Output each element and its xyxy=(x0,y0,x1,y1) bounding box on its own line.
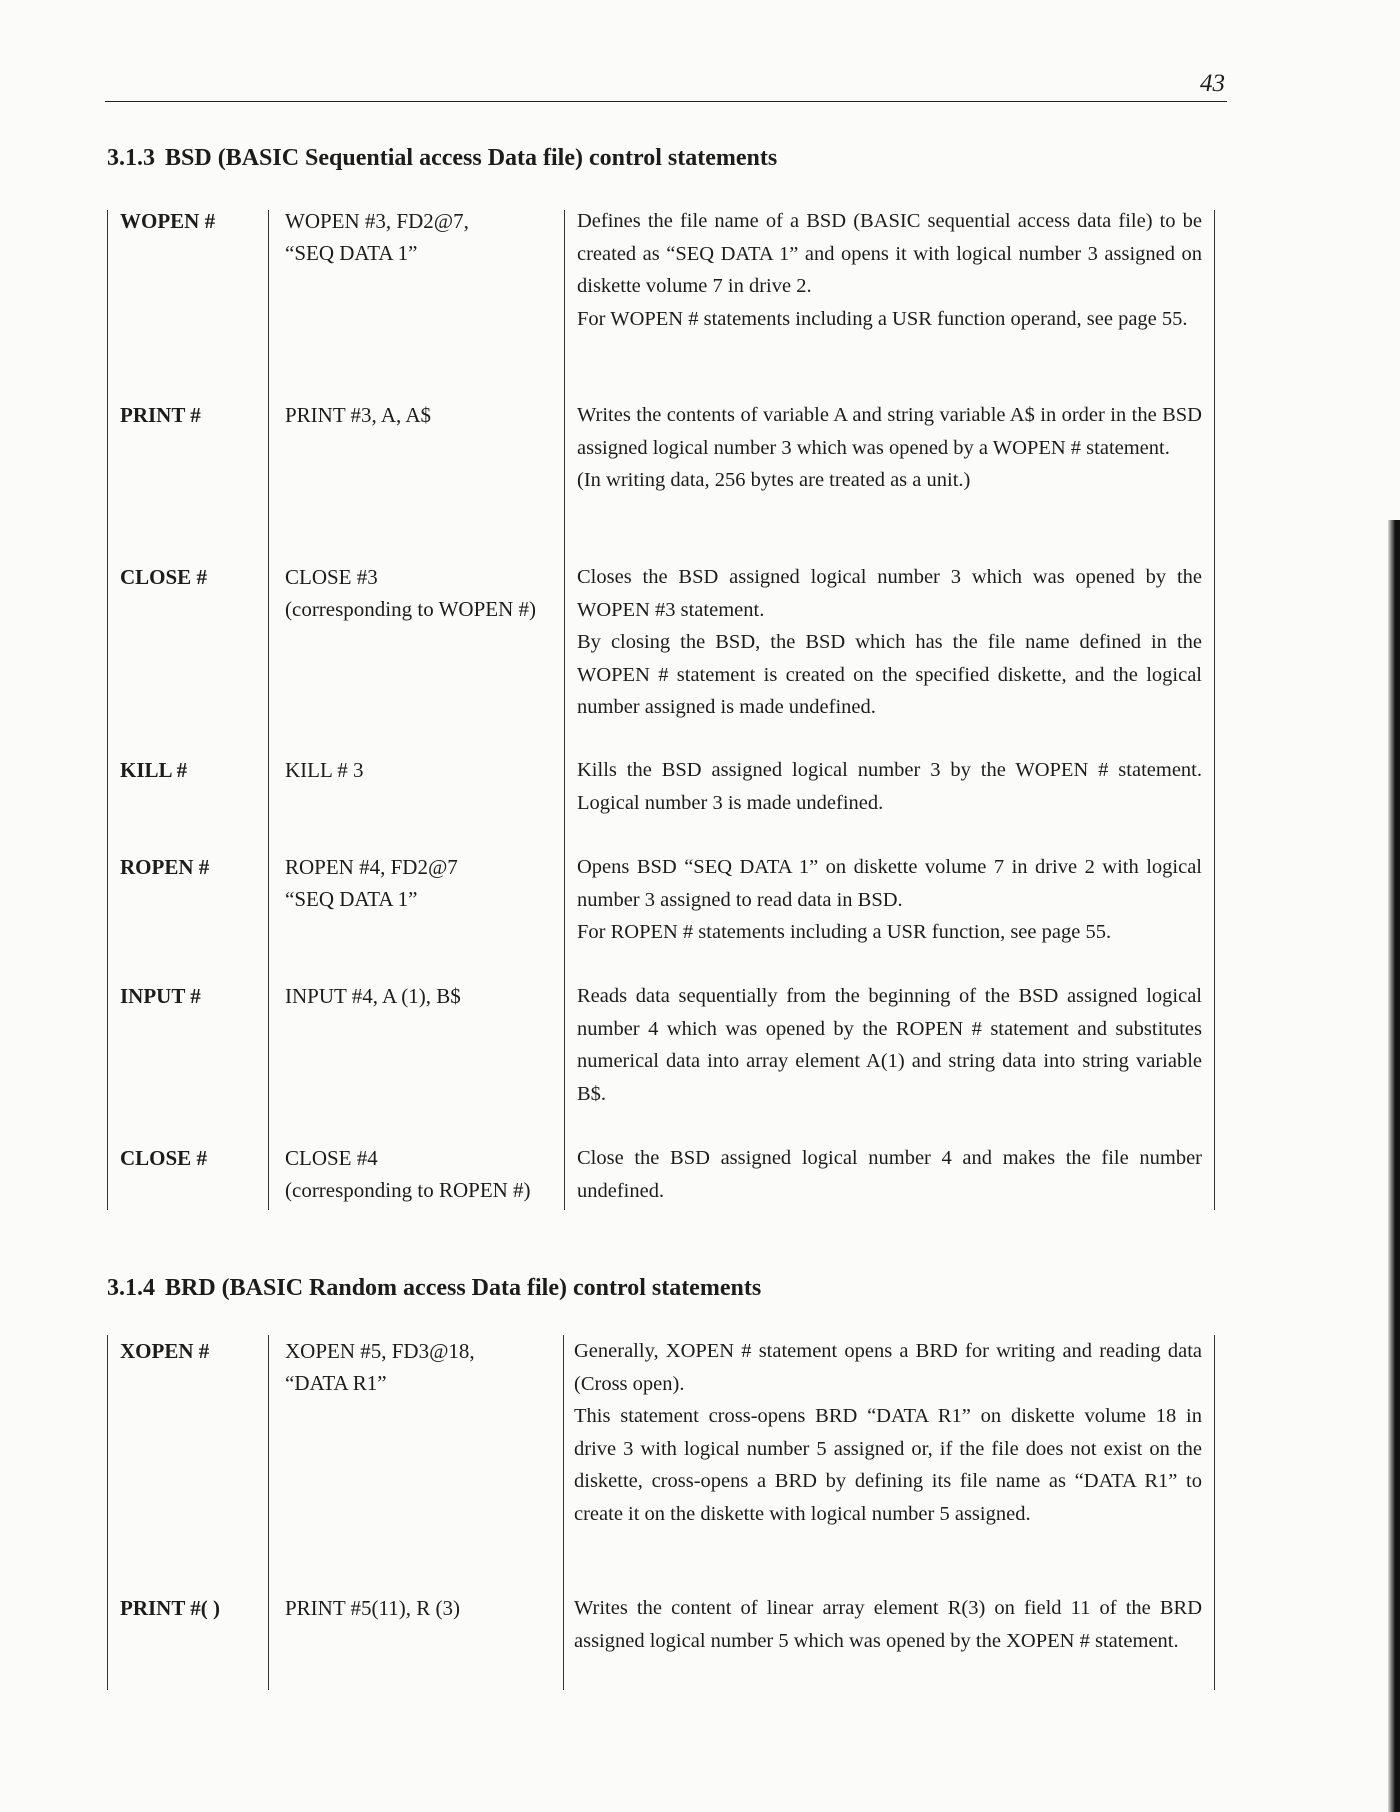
example-line: (corresponding to ROPEN #) xyxy=(285,1178,531,1202)
example-line: INPUT #4, A (1), B$ xyxy=(285,984,461,1008)
brd-statements-table xyxy=(107,1335,1217,1690)
statement-example xyxy=(285,1335,565,1399)
table-divider-rule xyxy=(268,1335,269,1690)
description-paragraph: Defines the file name of a BSD (BASIC sequential access data file) to be created as “SEQ DATA 1” and opens it with logical number 3 assigned on diskette volume 7 in drive 2. xyxy=(577,210,1202,297)
description-paragraph: Close the BSD assigned logical number 4 and makes the file number undefined. xyxy=(577,1147,1202,1202)
statement-description xyxy=(574,1592,1202,1657)
example-line: “SEQ DATA 1” xyxy=(285,887,418,911)
example-line: XOPEN #5, FD3@18, xyxy=(285,1339,475,1363)
table-left-rule xyxy=(107,1335,108,1690)
example-line: “DATA R1” xyxy=(285,1371,387,1395)
statement-example xyxy=(285,1142,565,1206)
description-paragraph: For WOPEN # statements including a USR function operand, see page 55. xyxy=(577,307,1188,330)
page-edge-shadow xyxy=(1388,520,1400,1812)
description-paragraph: Closes the BSD assigned logical number 3 which was opened by the WOPEN #3 statement. xyxy=(577,566,1202,621)
description-paragraph: (In writing data, 256 bytes are treated as a unit.) xyxy=(577,469,971,491)
description-paragraph: Reads data sequentially from the beginning of the BSD assigned logical number 4 which was opened by the ROPEN # statement and substitutes numerical data into array element A(1) and string data into string variable B$. xyxy=(577,985,1202,1105)
statement-name: ROPEN # xyxy=(120,855,210,879)
example-line: (corresponding to WOPEN #) xyxy=(285,597,536,621)
statement-description xyxy=(577,561,1202,724)
statement-name: PRINT # xyxy=(120,403,201,427)
description-paragraph: This statement cross-opens BRD “DATA R1” on diskette volume 18 in drive 3 with logical number 5 assigned or, if the file does not exist on the diskette, cross-opens a BRD by defining its file name as “DATA R1” to create it on the diskette with logical number 5 assigned. xyxy=(574,1405,1202,1525)
section-number: 3.1.4 xyxy=(107,1275,155,1301)
section-title: BRD (BASIC Random access Data file) control statements xyxy=(165,1275,762,1301)
table-divider-rule xyxy=(268,210,269,1210)
statement-example xyxy=(285,980,565,1012)
statement-name: PRINT #( ) xyxy=(120,1596,220,1620)
table-divider-rule xyxy=(564,210,565,1210)
statement-description xyxy=(574,1335,1202,1530)
statement-example xyxy=(285,561,565,625)
section-heading-3-1-3 xyxy=(107,145,777,172)
statement-example xyxy=(285,754,565,786)
statement-example xyxy=(285,1592,565,1624)
bsd-statements-table xyxy=(107,205,1217,1210)
example-line: ROPEN #4, FD2@7 xyxy=(285,855,458,879)
statement-name: CLOSE # xyxy=(120,1146,207,1170)
description-paragraph: Kills the BSD assigned logical number 3 by the WOPEN # statement. Logical number 3 is made undefined. xyxy=(577,759,1202,814)
table-left-rule xyxy=(107,210,108,1210)
example-line: KILL # 3 xyxy=(285,758,364,782)
statement-name: XOPEN # xyxy=(120,1339,210,1363)
statement-name: WOPEN # xyxy=(120,209,216,233)
statement-description xyxy=(577,851,1202,949)
description-paragraph: Opens BSD “SEQ DATA 1” on diskette volume 7 in drive 2 with logical number 3 assigned to read data in BSD. xyxy=(577,856,1202,911)
section-number: 3.1.3 xyxy=(107,145,155,171)
description-paragraph: Writes the contents of variable A and string variable A$ in order in the BSD assigned logical number 3 which was opened by a WOPEN # statement. xyxy=(577,404,1202,459)
example-line: “SEQ DATA 1” xyxy=(285,241,418,265)
section-heading-3-1-4 xyxy=(107,1275,761,1302)
statement-description xyxy=(577,980,1202,1110)
example-line: CLOSE #3 xyxy=(285,565,378,589)
statement-description xyxy=(577,399,1202,497)
section-title: BSD (BASIC Sequential access Data file) control statements xyxy=(165,145,778,171)
table-right-rule xyxy=(1214,1335,1215,1690)
page-number: 43 xyxy=(1200,70,1225,97)
description-paragraph: By closing the BSD, the BSD which has the file name defined in the WOPEN # statement is created on the specified diskette, and the logical number assigned is made undefined. xyxy=(577,631,1202,718)
statement-example xyxy=(285,205,565,269)
example-line: PRINT #3, A, A$ xyxy=(285,403,432,427)
statement-name: KILL # xyxy=(120,758,188,782)
statement-name: INPUT # xyxy=(120,984,201,1008)
statement-description xyxy=(577,754,1202,819)
example-line: CLOSE #4 xyxy=(285,1146,378,1170)
header-rule xyxy=(105,101,1227,102)
statement-description xyxy=(577,1142,1202,1207)
statement-example xyxy=(285,851,565,915)
statement-name: CLOSE # xyxy=(120,565,207,589)
table-right-rule xyxy=(1214,210,1215,1210)
description-paragraph: Writes the content of linear array element R(3) on field 11 of the BRD assigned logical number 5 which was opened by the XOPEN # statement. xyxy=(574,1597,1202,1652)
example-line: PRINT #5(11), R (3) xyxy=(285,1596,460,1620)
statement-example xyxy=(285,399,565,431)
description-paragraph: For ROPEN # statements including a USR function, see page 55. xyxy=(577,921,1112,943)
example-line: WOPEN #3, FD2@7, xyxy=(285,209,469,233)
description-paragraph: Generally, XOPEN # statement opens a BRD for writing and reading data (Cross open). xyxy=(574,1340,1202,1395)
statement-description xyxy=(577,205,1202,335)
